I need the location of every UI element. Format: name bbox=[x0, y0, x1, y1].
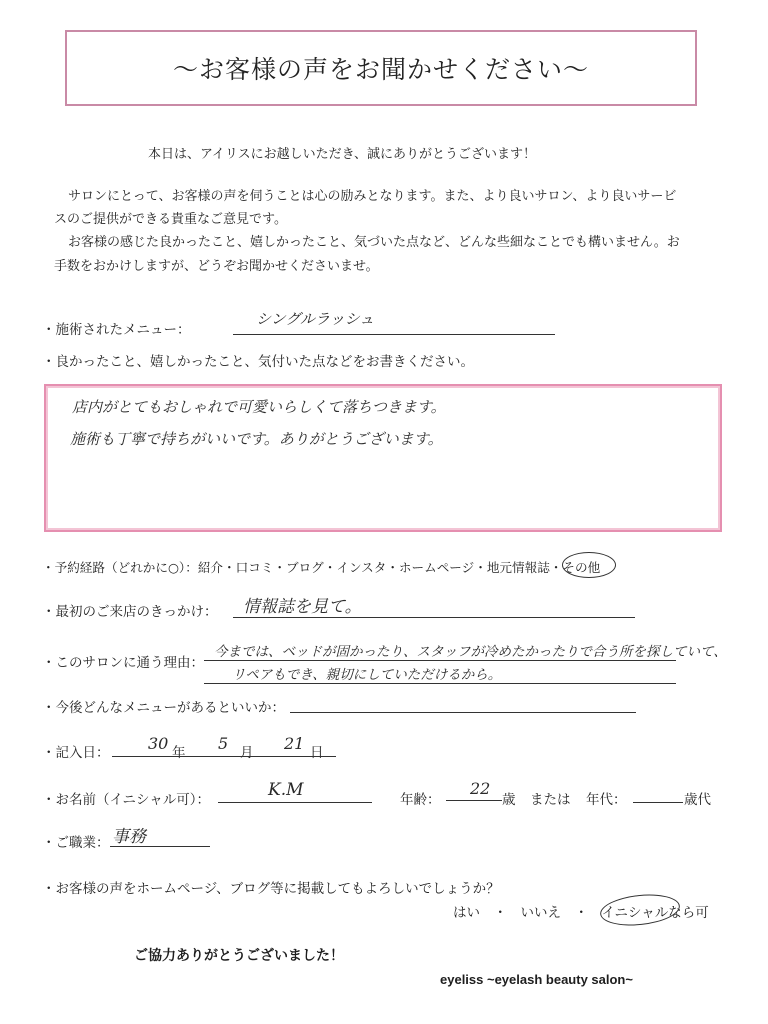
publish-question: ・お客様の声をホームページ、ブログ等に掲載してもよろしいでしょうか？ bbox=[42, 881, 500, 897]
reason-label: ・このサロンに通う理由： bbox=[42, 655, 204, 671]
age-answer: 22 bbox=[470, 779, 491, 798]
date-label: ・記入日： bbox=[42, 745, 110, 761]
thanks-message: ご協力ありがとうございました！ bbox=[134, 948, 344, 964]
age-or: または bbox=[530, 792, 571, 808]
intro-para1-line1: サロンにとって、お客様の声を伺うことは心の励みとなります。また、より良いサロン、より良いサービ bbox=[68, 189, 677, 204]
trigger-answer: 情報誌を見て。 bbox=[243, 597, 362, 617]
title-box bbox=[65, 30, 697, 106]
future-menu-label: ・今後どんなメニューがあるといいか： bbox=[42, 700, 285, 716]
intro-para1-line2: スのご提供ができる貴重なご意見です。 bbox=[54, 212, 287, 227]
future-menu-underline bbox=[290, 712, 636, 713]
reason-underline-2 bbox=[204, 683, 676, 684]
date-month: 5 bbox=[218, 734, 229, 753]
publish-options: はい ・ いいえ ・ イニシャルなら可 bbox=[453, 905, 709, 921]
trigger-underline bbox=[233, 617, 635, 618]
job-label: ・ご職業： bbox=[42, 835, 110, 851]
feedback-label: ・良かったこと、嬉しかったこと、気付いた点などをお書きください。 bbox=[42, 354, 474, 370]
publish-circle-mark bbox=[599, 891, 682, 929]
date-year-unit: 年 bbox=[172, 745, 186, 761]
intro-para2-line2: 手数をおかけしますが、どうぞお聞かせくださいませ。 bbox=[54, 259, 379, 274]
route-circle-mark bbox=[562, 552, 616, 578]
trigger-label: ・最初のご来店のきっかけ： bbox=[42, 604, 218, 620]
date-day: 21 bbox=[284, 734, 305, 753]
name-underline bbox=[218, 802, 372, 803]
age-label: 年齢： bbox=[400, 792, 441, 808]
feedback-line1: 店内がとてもおしゃれで可愛いらしくて落ちつきます。 bbox=[72, 398, 446, 416]
menu-underline bbox=[233, 334, 555, 335]
reason-line1: 今までは、ベッドが固かったり、スタッフが冷めたかったりで合う所を探していて、 bbox=[214, 644, 727, 660]
job-answer: 事務 bbox=[112, 827, 146, 847]
date-day-unit: 日 bbox=[310, 745, 324, 761]
feedback-line2: 施術も丁寧で持ちがいいです。ありがとうございます。 bbox=[70, 430, 443, 448]
brand-name: eyeliss ~eyelash beauty salon~ bbox=[440, 972, 633, 987]
reason-underline-1 bbox=[204, 660, 676, 661]
route-label: ・予約経路（どれかに○）：紹介・口コミ・ブログ・インスタ・ホームページ・地元情報誌・その他 bbox=[42, 560, 601, 575]
menu-label: ・施術されたメニュー： bbox=[42, 322, 191, 338]
generation-label: 年代： bbox=[586, 792, 627, 808]
age-unit: 歳 bbox=[502, 792, 516, 808]
menu-answer: シングルラッシュ bbox=[256, 310, 375, 328]
name-label: ・お名前（イニシャル可）： bbox=[42, 792, 210, 808]
date-year: 30 bbox=[148, 734, 169, 753]
generation-unit: 歳代 bbox=[684, 792, 711, 808]
job-underline bbox=[110, 846, 210, 847]
age-underline bbox=[446, 800, 502, 801]
generation-underline bbox=[633, 802, 683, 803]
name-answer: K.M bbox=[268, 780, 304, 800]
date-underline bbox=[112, 756, 336, 757]
greeting: 本日は、アイリスにお越しいただき、誠にありがとうございます！ bbox=[148, 147, 537, 162]
reason-line2: リペアもでき、親切にしていただけるから。 bbox=[232, 667, 502, 683]
date-month-unit: 月 bbox=[240, 745, 254, 761]
intro-para2-line1: お客様の感じた良かったこと、嬉しかったこと、気づいた点など、どんな些細なことでも構いません。お bbox=[68, 235, 680, 250]
page-title: 〜お客様の声をお聞かせください〜 bbox=[172, 55, 589, 84]
